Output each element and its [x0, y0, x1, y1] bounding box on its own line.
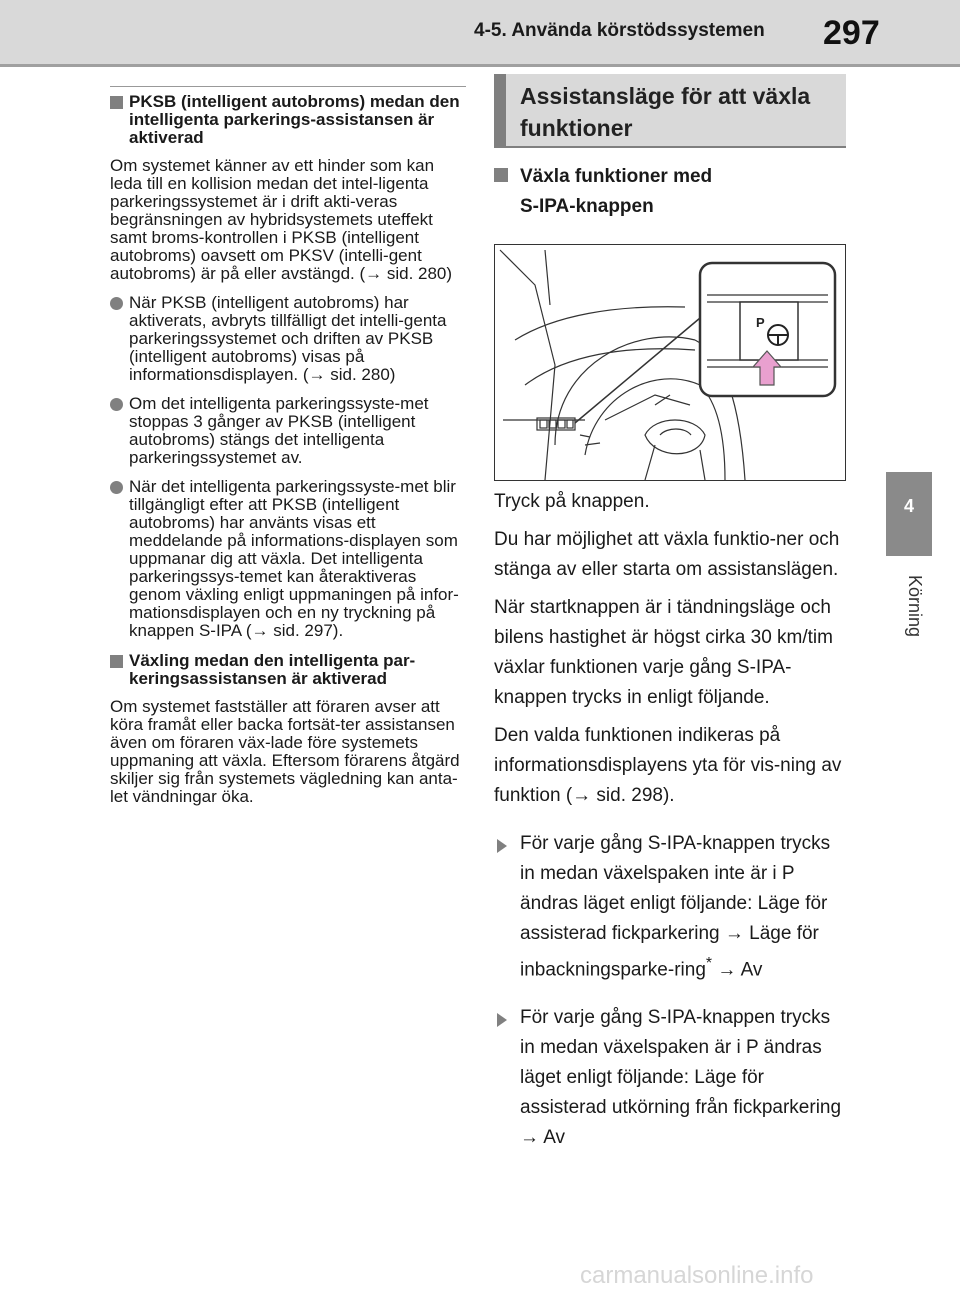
triangle-bullet-icon [497, 839, 507, 853]
steering-wheel-illustration [495, 245, 845, 480]
chapter-tab-number: 4 [903, 496, 914, 516]
footer-watermark: carmanualsonline.info [580, 1262, 814, 1289]
left-column-rule [110, 86, 466, 87]
square-bullet-icon [494, 168, 508, 182]
list-item: För varje gång S-IPA-knappen trycks in medan växelspaken är i P ändras läget enligt följande: Läge för assisterad utkörning från fickparkering → Av [494, 1003, 846, 1153]
paragraph-press: Tryck på knappen. [494, 491, 650, 512]
subheading-shifting: Växling medan den intelligenta par-keringsassistansen är aktiverad [110, 652, 466, 688]
list-item: När det intelligenta parkeringssyste-met blir tillgängligt efter att PKSB (intelligent autobroms) har använts visas ett meddelande på informations-displayen som uppmanar dig att växla. Det intelligenta parkeringssys-temet kan återaktiveras genom växling enligt uppmaningen på infor-mationsdisplayen och en ny tryckning på knappen S-IPA (→ sid. 297). [110, 478, 466, 640]
left-column [110, 86, 466, 806]
section-heading: Assistansläge för att växla funktioner [520, 83, 811, 141]
list-item: Om det intelligenta parkeringssyste-met stoppas 3 gånger av PKSB (intelligent autobroms) stängs det intelligenta parkeringssystemet av. [110, 395, 466, 467]
round-bullet-icon [110, 398, 123, 411]
round-bullet-icon [110, 297, 123, 310]
square-bullet-icon [110, 96, 123, 109]
paragraph-switch: Du har möjlighet att växla funktio-ner och stänga av eller starta om assistanslägen. [494, 529, 840, 580]
header-divider [0, 64, 960, 67]
subheading-sipa: Växla funktioner med S-IPA-knappen [494, 162, 846, 222]
square-bullet-icon [110, 655, 123, 668]
paragraph-indicated: Den valda funktionen indikeras på informationsdisplayens yta för vis-ning av funktion (→ sid. 298). [494, 725, 842, 806]
chapter-section-title: 4-5. Använda körstödssystemen [474, 20, 765, 41]
subheading-pksb: PKSB (intelligent autobroms) medan den intelligenta parkerings-assistansen är aktiverad [110, 93, 466, 147]
triangle-bullet-icon [497, 1013, 507, 1027]
figure-steering-wheel [494, 244, 846, 481]
page-number: 297 [823, 14, 880, 52]
round-bullet-icon [110, 481, 123, 494]
list-item: När PKSB (intelligent autobroms) har aktiverats, avbryts tillfälligt det intelli-genta parkeringssystemet och driften av PKSB (intelligent autobroms) visas på informationsdisplayen. (→ sid. 280) [110, 294, 466, 384]
paragraph-pksb: Om systemet känner av ett hinder som kan leda till en kollision medan det intel-ligenta parkeringssystemet är i drift akti-veras begränsningen av hybridsystemets uteffekt samt broms-kontrollen i PKSB (intelligent autobroms) oavsett om PKSV (intelli-gent autobroms) är på eller avstängd. (→ sid. 280) [110, 156, 453, 283]
chapter-tab-label: Körning [905, 575, 925, 638]
right-column [494, 74, 846, 1153]
section-heading-rule [494, 146, 846, 148]
figure-p-label: P [756, 315, 765, 330]
section-heading-box [494, 74, 846, 146]
paragraph-shifting: Om systemet fastställer att föraren avser att köra framåt eller backa fortsät-ter assistansen även om föraren väx-lade före systemets uppmaning att växla. Eftersom förarens åtgärd skiljer sig från systemets vägledning kan anta-let vändningar öka. [110, 697, 460, 806]
paragraph-start-button: När startknappen är i tändningsläge och bilens hastighet är högst cirka 30 km/tim växlar funktionen varje gång S-IPA-knappen trycks in enligt följande. [494, 597, 833, 708]
list-item: För varje gång S-IPA-knappen trycks in medan växelspaken inte är i P ändras läget enligt följande: Läge för assisterad fickparkering → Läge för inbackningsparke-ring* → Av [494, 829, 846, 985]
